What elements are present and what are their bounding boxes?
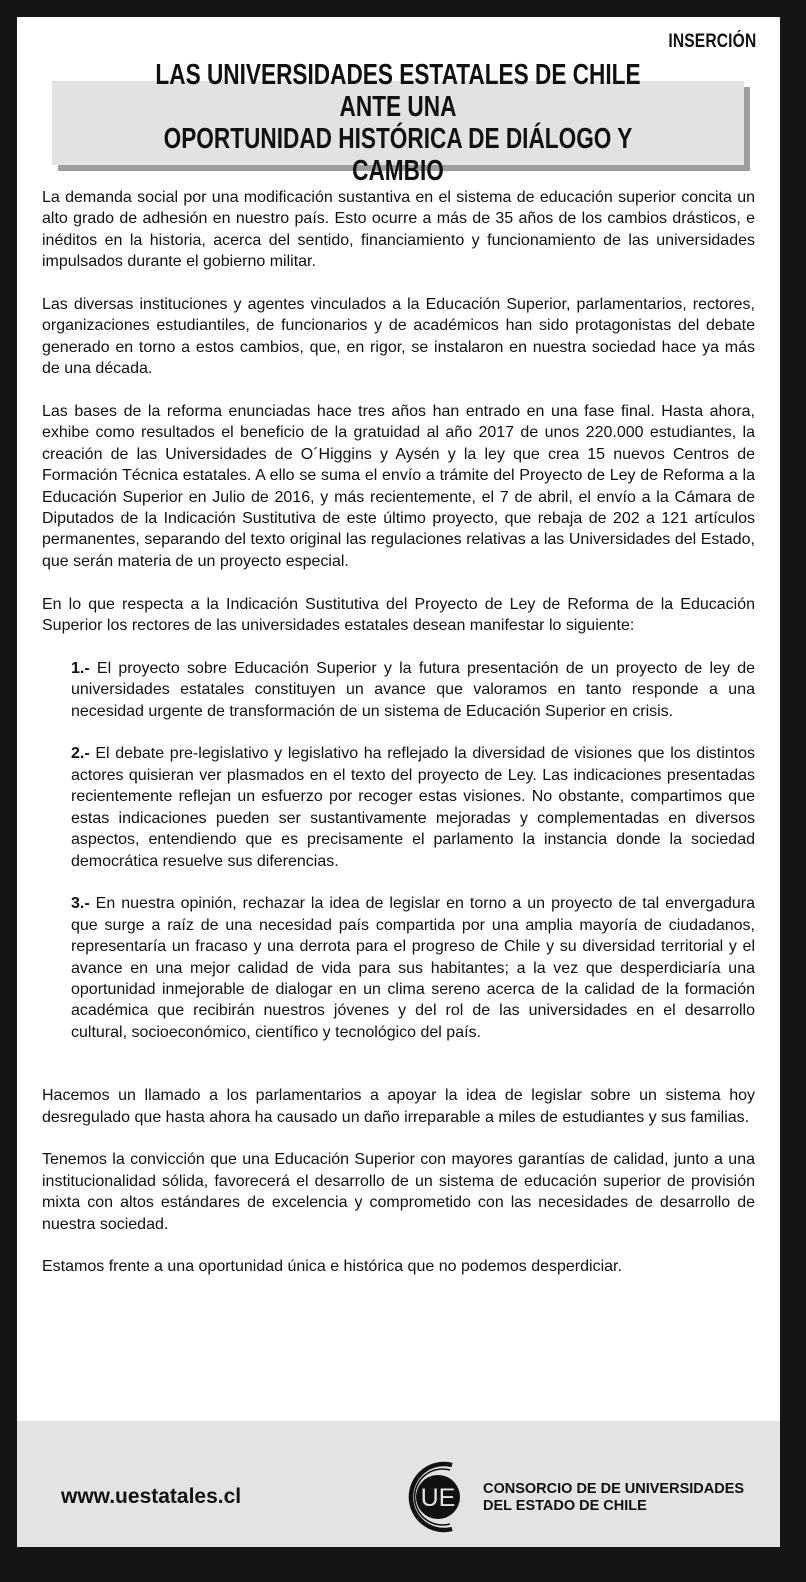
consortium-name xyxy=(483,1481,773,1515)
item-number: 3.- xyxy=(71,895,90,913)
paragraph-3: Las bases de la reforma enunciadas hace tres años han entrado en una fase final. Hasta ahora, exhibe como resultados el beneficio de la gratuidad al año 2017 de unos 220.000 estudiantes, la creación de las Universidades de O´Higgins y Aysén y la ley que crea 15 nuevos Centros de Formación Técnica estatales. A ello se suma el envío a trámite del Proyecto de Ley de Reforma a la Educación Superior en Julio de 2016, y más recientemente, el 7 de abril, el envío a la Cámara de Diputados de la Indicación Sustitutiva de este último proyecto, que rebaja de 202 a 121 artículos permanentes, separando del texto original las regulaciones relativas a las Universidades del Estado, que serán materia de un proyecto especial. xyxy=(42,403,755,570)
article-body xyxy=(42,187,755,1299)
item-text: En nuestra opinión, rechazar la idea de legislar en torno a un proyecto de tal envergadura que surge a raíz de una necesidad país compartida por una amplia mayoría de ciudadanos, representaría un fracaso y una derrota para el progreso de Chile y su diversidad territorial y el avance en una mejor calidad de vida para sus habitantes; a la vez que desperdiciaría una oportunidad inmejorable de dialogar en un clima sereno acerca de la calidad de la formación académica que recibirán nuestros jóvenes y del rol de las universidades en el desarrollo cultural, socioeconómico, científico y tecnológico del país. xyxy=(71,895,755,1041)
item-number: 2.- xyxy=(71,745,90,763)
consortium-line-1: CONSORCIO DE DE UNIVERSIDADES xyxy=(483,1481,745,1497)
paragraph-4: En lo que respecta a la Indicación Sustitutiva del Proyecto de Ley de Reforma de la Educación Superior los rectores de las universidades estatales desean manifestar lo siguiente: xyxy=(42,595,755,635)
title-box xyxy=(52,59,744,187)
logo-lettering: UE xyxy=(420,1484,456,1512)
numbered-item-3 xyxy=(71,893,755,1043)
consortium-line-2: DEL ESTADO DE CHILE xyxy=(483,1498,647,1514)
paragraph-5: Hacemos un llamado a los parlamentarios a apoyar la idea de legislar sobre un sistema hoy desregulado que hasta ahora ha causado un daño irreparable a miles de estudiantes y sus familias. xyxy=(42,1087,755,1126)
numbered-item-1 xyxy=(71,658,755,722)
numbered-item-2 xyxy=(71,743,755,871)
item-text: El proyecto sobre Educación Superior y la futura presentación de un proyecto de ley de universidades estatales constituyen un avance que valoramos en tanto responde a una necesidad urgente de transformación de un sistema de Educación Superior en crisis. xyxy=(71,659,755,720)
paragraph-7: Estamos frente a una oportunidad única e histórica que no podemos desperdiciar. xyxy=(42,1258,622,1276)
title-line-2: OPORTUNIDAD HISTÓRICA DE DIÁLOGO Y CAMBIO xyxy=(163,123,633,187)
title-line-1: LAS UNIVERSIDADES ESTATALES DE CHILE ANTE UNA xyxy=(155,59,641,123)
paragraph-2: Las diversas instituciones y agentes vinculados a la Educación Superior, parlamentarios, rectores, organizaciones estudiantiles, de funcionarios y de académicos han sido protagonistas del debate generado en torno a estos cambios, que, en rigor, se instalaron en nuestra sociedad hace ya más de una década. xyxy=(42,296,755,378)
website-link[interactable]: www.uestatales.cl xyxy=(61,1485,242,1508)
item-text: El debate pre-legislativo y legislativo ha reflejado la diversidad de visiones que los distintos actores quisieran ver plasmados en el texto del proyecto de Ley. Las indicaciones presentadas recientemente reflejan un esfuerzo por recoger estas visiones. No obstante, compartimos que estas indicaciones pueden ser sustantivamente mejoradas y complementadas en diversos aspectos, entendiendo que es precisamente el parlamento la instancia donde la sociedad democrática resuelve sus diferencias. xyxy=(71,745,755,870)
footer-band xyxy=(17,1421,780,1547)
paragraph-6: Tenemos la convicción que una Educación Superior con mayores garantías de calidad, junto a una institucionalidad sólida, favorecerá el desarrollo de un sistema de educación superior de provisión mixta con altos estándares de excelencia y comprometido con las necesidades de desarrollo de nuestra sociedad. xyxy=(42,1151,755,1233)
page-title xyxy=(128,59,668,187)
document-page xyxy=(17,17,780,1547)
insertion-tag: INSERCIÓN xyxy=(667,31,756,52)
ue-logo-icon xyxy=(400,1459,476,1535)
item-number: 1.- xyxy=(71,659,90,677)
paragraph-1: La demanda social por una modificación sustantiva en el sistema de educación superior concita un alto grado de adhesión en nuestro país. Esto ocurre a más de 35 años de los cambios drásticos, e inéditos en la historia, acerca del sentido, financiamiento y funcionamiento de las universidades impulsados durante el gobierno militar. xyxy=(42,189,755,271)
